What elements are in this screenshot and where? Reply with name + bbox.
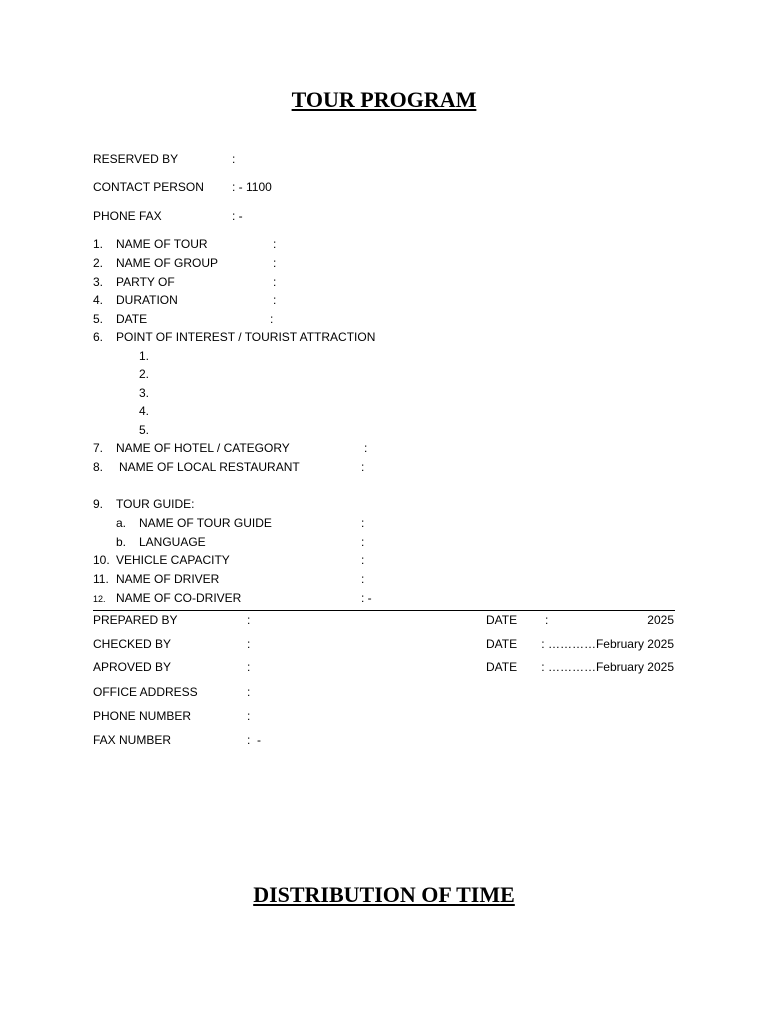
item-colon: : <box>361 553 365 567</box>
item-label-date: DATE <box>116 312 148 326</box>
item-number: 10. <box>93 553 110 567</box>
item-number: 4. <box>93 293 104 307</box>
office-colon: : <box>247 709 251 723</box>
item-number: 9. <box>93 497 104 511</box>
signoff-colon: : <box>247 637 251 651</box>
item-number: 2. <box>93 256 104 270</box>
item-label-driver: NAME OF DRIVER <box>116 572 220 586</box>
signoff-label-prepared-by: PREPARED BY <box>93 613 178 627</box>
item-number: 1. <box>93 237 104 251</box>
item-label-co-driver: NAME OF CO-DRIVER <box>116 591 242 605</box>
item-colon: : <box>273 275 277 289</box>
office-label-address: OFFICE ADDRESS <box>93 685 198 699</box>
field-value-phone-fax: : - <box>232 209 243 223</box>
date-colon: : <box>545 613 549 627</box>
field-value-reserved-by: : <box>232 152 236 166</box>
item-label-local-restaurant: NAME OF LOCAL RESTAURANT <box>119 460 300 474</box>
item-label-name-of-group: NAME OF GROUP <box>116 256 219 270</box>
office-label-phone: PHONE NUMBER <box>93 709 192 723</box>
item-number: 6. <box>93 330 104 344</box>
page-title: TOUR PROGRAM <box>291 87 477 112</box>
section-title-distribution: DISTRIBUTION OF TIME <box>253 882 515 907</box>
item-label-duration: DURATION <box>116 293 178 307</box>
signoff-colon: : <box>247 660 251 674</box>
poi-subitem: 4. <box>139 404 150 418</box>
item-label-name-of-tour: NAME OF TOUR <box>116 237 208 251</box>
signoff-colon: : <box>247 613 251 627</box>
item-colon: : <box>273 256 277 270</box>
item-colon: : <box>273 237 277 251</box>
date-value: : …………February 2025 <box>541 637 674 651</box>
poi-subitem: 3. <box>139 386 150 400</box>
subitem-label-guide-name: NAME OF TOUR GUIDE <box>139 516 272 530</box>
item-number: 11. <box>93 572 109 586</box>
item-label-hotel-category: NAME OF HOTEL / CATEGORY <box>116 441 290 455</box>
item-colon: : <box>361 516 365 530</box>
date-label: DATE <box>486 637 518 651</box>
item-colon: : <box>273 293 277 307</box>
field-label-reserved-by: RESERVED BY <box>93 152 179 166</box>
item-label-party-of: PARTY OF <box>116 275 175 289</box>
field-value-contact-person: : - 1100 <box>232 180 272 194</box>
date-label: DATE <box>486 613 518 627</box>
office-label-fax: FAX NUMBER <box>93 733 172 747</box>
item-colon: : <box>364 441 368 455</box>
item-number: 5. <box>93 312 104 326</box>
divider-line <box>93 610 675 611</box>
poi-subitem: 2. <box>139 367 150 381</box>
signoff-label-checked-by: CHECKED BY <box>93 637 172 651</box>
date-value: 2025 <box>647 613 674 627</box>
subitem-letter: a. <box>116 516 127 530</box>
poi-subitem: 5. <box>139 423 150 437</box>
office-colon: : - <box>247 733 261 747</box>
item-number: 7. <box>93 441 104 455</box>
office-colon: : <box>247 685 251 699</box>
item-colon: : <box>361 572 365 586</box>
item-colon: : <box>270 312 274 326</box>
item-number: 3. <box>93 275 104 289</box>
signoff-label-approved-by: APROVED BY <box>93 660 172 674</box>
poi-subitem: 1. <box>139 349 150 363</box>
item-colon: : <box>361 535 365 549</box>
date-label: DATE <box>486 660 518 674</box>
field-label-contact-person: CONTACT PERSON <box>93 180 204 194</box>
item-colon: : - <box>361 591 372 605</box>
date-value: : …………February 2025 <box>541 660 674 674</box>
item-label-vehicle-capacity: VEHICLE CAPACITY <box>116 553 230 567</box>
item-label-tour-guide: TOUR GUIDE: <box>116 497 195 511</box>
subitem-label-language: LANGUAGE <box>139 535 206 549</box>
field-label-phone-fax: PHONE FAX <box>93 209 162 223</box>
item-number: 12. <box>93 594 106 604</box>
item-label-point-of-interest: POINT OF INTEREST / TOURIST ATTRACTION <box>116 330 376 344</box>
item-colon: : <box>361 460 365 474</box>
item-number: 8. <box>93 460 104 474</box>
subitem-letter: b. <box>116 535 127 549</box>
